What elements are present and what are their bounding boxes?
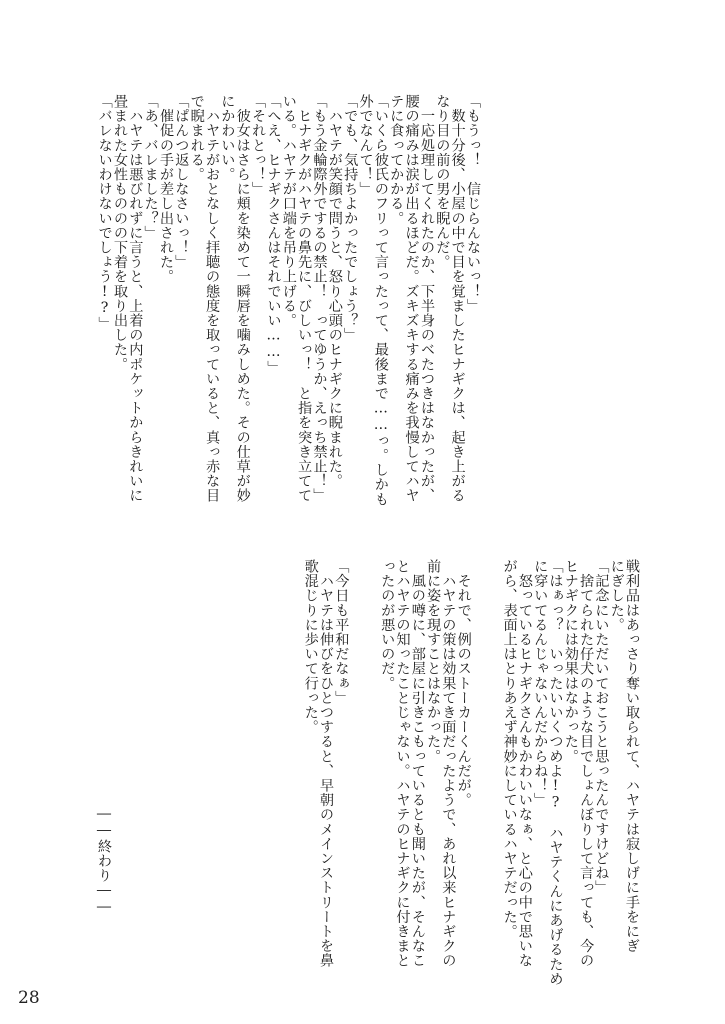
text-line: 「あ、バレました？」 [142,94,159,240]
text-line: で睨まれる。 [188,94,205,182]
text-line: 数十分後、小屋の中で目を覚ましたヒナギクは、起き上がる [449,94,466,503]
text-line: 戦利品はあっさり奪い取られて、ハヤテは寂しげに手をにぎ [624,559,640,954]
text-line: 「はぁっ？ いったいいくつめよ!? ハヤテくんにあげるため [547,559,564,986]
text-line: 「もう金輪際外でするの禁止！ ってゆうか、えっち禁止！」 [311,94,328,503]
text-line: 歌混じりに歩いて行った。 [302,559,319,735]
text-line: 「でも、気持ちよかったでしょう？」 [342,94,359,343]
text-line: 「バレないわけないでしょう!?」 [96,94,113,332]
text-line: 「記念にいただいておこうと思ったんですけどね」 [593,559,610,895]
text-line: ったのが悪いのだ。 [379,559,396,691]
text-line: とハヤテの知ったことじゃない。ハヤテのヒナギクに付きまと [394,559,411,968]
text-line: 一応処理してくれたのか、下半身のベたつきはなかったが、 [418,94,435,503]
text-line: にかわいい。 [219,94,236,182]
text-line: 風の噂に、部屋に引きこもっているとも聞いたが、そんなこ [409,559,426,968]
text-line: 「ぱんつ返しなさいっ！」 [173,94,190,270]
text-line: 腰の痛みは涙が出るほどだ。ズキズキする痛みを我慢してハヤ [403,94,420,503]
text-line: ハヤテの策は効果てき面だったようで、あれ以来ヒナギクの [440,559,457,968]
text-line: ハヤテが笑顔で問うと、怒り心頭のヒナギクに睨まれた。 [326,94,343,489]
text-line: それで、例のストーカーくんだが。 [455,559,472,808]
text-line: ハヤテは悪びれずに言うと、上着の内ポケットからきれいに [127,94,144,503]
text-line: ヒナギクがハヤテの鼻先に、びしいっ！ と指を突き立てて [296,94,313,503]
text-line: がら、表面上はとりあえず神妙にしているハヤテだった。 [501,559,518,939]
text-line: 「今日も平和だなぁ」 [333,559,350,705]
page-number: 28 [18,988,40,1008]
text-line: 前に姿を現すことはなかった。 [425,559,442,764]
text-line: いる。ハヤテが口端を吊り上げる。 [280,94,297,328]
text-line: 彼女はさらに頬を染めて一瞬唇を噛みしめた。その仕草が妙 [234,94,251,503]
text-line: 「もうっ！ 信じらんないっ！」 [465,94,481,313]
end-mark: ――終わり―― [96,806,112,916]
text-line: 「へえ、ヒナギクさんはそれでいい……」 [265,94,282,375]
text-line: 「いくら彼氏のフリって言ったって、最後まで……っ。しかも [372,94,389,507]
text-line: 催促の手が差し出された。 [158,94,174,284]
text-line: ヒナギクには効果はなかった。 [562,559,579,764]
text-line: にぎした。 [608,559,625,632]
text-line: ハヤテは伸びをひとつすると、早朝のメインストリートを鼻 [318,559,334,968]
text-line: 「それとっ！」 [250,94,267,197]
text-line: ハヤテがおとなしく拝聴の態度を取っていると、真っ赤な目 [204,94,221,503]
text-line: なり目の前の男を睨んだ。 [434,94,451,270]
text-line: 外でなんて！」 [357,94,374,197]
text-line: テに食ってかかる。 [388,94,405,226]
text-line: 畳まれた女性もののの下着を取り出した。 [111,94,128,372]
text-line: に穿いてるんじゃないんだからね！」 [532,559,549,808]
text-line: 怒っているヒナギクさんもかわいいなぁ、と心の中で思いな [516,559,533,968]
text-line: 捨てられた仔犬のような目でしょんぼりして言っても、今の [578,559,595,968]
